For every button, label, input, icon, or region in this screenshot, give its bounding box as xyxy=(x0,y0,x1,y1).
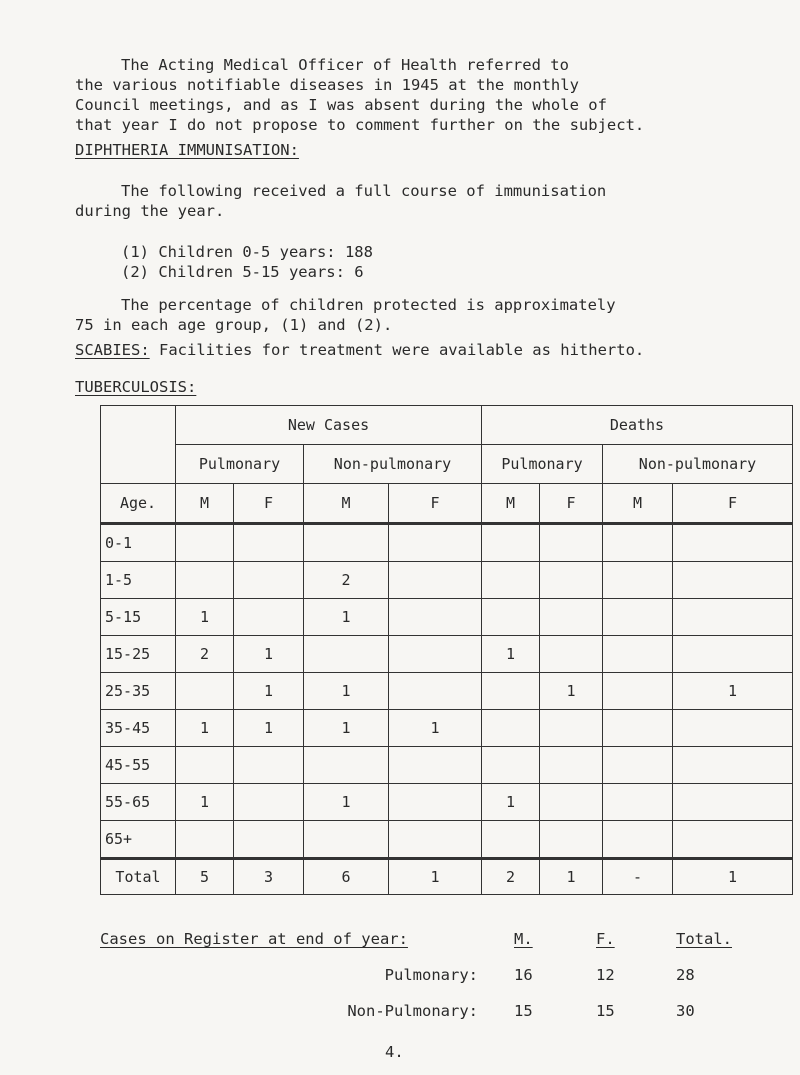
table-cell xyxy=(176,821,234,859)
intro-line: Council meetings, and as I was absent during the whole of xyxy=(75,96,607,114)
table-row xyxy=(101,747,793,784)
register-row-total: 30 xyxy=(676,1002,695,1020)
table-cell xyxy=(603,821,673,859)
register-section xyxy=(100,930,800,1038)
register-row-m: 15 xyxy=(514,1002,533,1020)
total-cell: 1 xyxy=(389,859,482,895)
table-cell xyxy=(176,524,234,562)
total-label: Total xyxy=(101,859,176,895)
table-cell xyxy=(304,747,389,784)
table-row xyxy=(101,524,793,562)
register-col-total: Total. xyxy=(676,930,732,948)
table-cell xyxy=(482,562,540,599)
sex-header: M xyxy=(482,484,540,524)
table-cell xyxy=(603,710,673,747)
table-cell: 1 xyxy=(482,784,540,821)
table-cell xyxy=(603,636,673,673)
table-cell: 1 xyxy=(673,673,793,710)
table-row xyxy=(101,710,793,747)
total-cell: 6 xyxy=(304,859,389,895)
sex-header: M xyxy=(304,484,389,524)
sub-header-row xyxy=(101,445,793,484)
age-cell: 45-55 xyxy=(101,747,176,784)
table-cell xyxy=(176,747,234,784)
table-cell xyxy=(234,747,304,784)
table-cell xyxy=(389,747,482,784)
age-cell: 65+ xyxy=(101,821,176,859)
total-cell: - xyxy=(603,859,673,895)
new-cases-header: New Cases xyxy=(176,406,482,445)
register-heading: Cases on Register at end of year: xyxy=(100,930,408,948)
scabies-heading: SCABIES: xyxy=(75,341,150,359)
table-cell xyxy=(389,784,482,821)
table-cell xyxy=(603,673,673,710)
age-cell: 0-1 xyxy=(101,524,176,562)
total-cell: 5 xyxy=(176,859,234,895)
table-cell: 1 xyxy=(176,710,234,747)
diphtheria-heading: DIPHTHERIA IMMUNISATION: xyxy=(75,141,299,159)
register-row-m: 16 xyxy=(514,966,533,984)
sub-header: Pulmonary xyxy=(482,445,603,484)
table-cell: 2 xyxy=(304,562,389,599)
sub-header: Non-pulmonary xyxy=(304,445,482,484)
total-cell: 3 xyxy=(234,859,304,895)
sex-header: M xyxy=(603,484,673,524)
percentage-line: 75 in each age group, (1) and (2). xyxy=(75,316,393,334)
register-row-total: 28 xyxy=(676,966,695,984)
tuberculosis-table xyxy=(100,405,793,895)
sub-header: Non-pulmonary xyxy=(603,445,793,484)
table-cell xyxy=(673,784,793,821)
sex-header: F xyxy=(234,484,304,524)
intro-paragraph xyxy=(75,55,775,135)
age-cell: 1-5 xyxy=(101,562,176,599)
table-cell xyxy=(234,821,304,859)
register-row-label: Non-Pulmonary: xyxy=(347,1002,478,1020)
table-cell: 1 xyxy=(234,673,304,710)
register-row-f: 15 xyxy=(596,1002,615,1020)
table-cell: 1 xyxy=(304,673,389,710)
table-cell xyxy=(540,636,603,673)
table-cell xyxy=(389,821,482,859)
immunisation-item: (1) Children 0-5 years: 188 xyxy=(121,243,373,261)
table-cell xyxy=(389,636,482,673)
table-cell xyxy=(603,784,673,821)
table-cell xyxy=(540,747,603,784)
intro-line: The Acting Medical Officer of Health referred to xyxy=(121,56,569,74)
scabies-paragraph xyxy=(75,340,644,360)
table-cell: 1 xyxy=(482,636,540,673)
table-cell xyxy=(482,747,540,784)
age-cell: 5-15 xyxy=(101,599,176,636)
age-cell: 25-35 xyxy=(101,673,176,710)
table-cell xyxy=(673,821,793,859)
table-cell xyxy=(389,562,482,599)
table-cell xyxy=(540,524,603,562)
percentage-paragraph xyxy=(75,295,795,335)
table-cell xyxy=(540,821,603,859)
table-cell xyxy=(603,524,673,562)
table-cell xyxy=(673,636,793,673)
table-cell: 2 xyxy=(176,636,234,673)
table-cell xyxy=(304,524,389,562)
age-cell: 55-65 xyxy=(101,784,176,821)
table-cell xyxy=(482,524,540,562)
table-cell xyxy=(234,524,304,562)
register-col-f: F. xyxy=(596,930,615,948)
total-cell: 2 xyxy=(482,859,540,895)
tuberculosis-table-body xyxy=(101,524,793,859)
table-cell: 1 xyxy=(176,784,234,821)
table-cell xyxy=(673,710,793,747)
table-cell xyxy=(304,821,389,859)
register-row-label: Pulmonary: xyxy=(384,966,478,984)
percentage-line: The percentage of children protected is approximately xyxy=(121,296,616,314)
register-row-f: 12 xyxy=(596,966,615,984)
table-cell: 1 xyxy=(304,710,389,747)
total-cell: 1 xyxy=(540,859,603,895)
diphtheria-paragraph xyxy=(75,181,795,221)
table-cell xyxy=(673,599,793,636)
table-cell: 1 xyxy=(540,673,603,710)
table-cell xyxy=(176,562,234,599)
register-row xyxy=(100,1002,800,1038)
table-row xyxy=(101,562,793,599)
intro-line: that year I do not propose to comment further on the subject. xyxy=(75,116,645,134)
immunisation-list xyxy=(121,242,373,282)
register-header-row xyxy=(100,930,800,966)
sub-header: Pulmonary xyxy=(176,445,304,484)
table-row xyxy=(101,784,793,821)
age-cell: 15-25 xyxy=(101,636,176,673)
scabies-text: Facilities for treatment were available as hitherto. xyxy=(159,341,645,359)
table-cell xyxy=(540,710,603,747)
table-cell xyxy=(304,636,389,673)
table-cell xyxy=(673,747,793,784)
sex-header-row xyxy=(101,484,793,524)
table-cell xyxy=(389,673,482,710)
table-cell xyxy=(234,599,304,636)
intro-line: the various notifiable diseases in 1945 at the monthly xyxy=(75,76,579,94)
table-cell xyxy=(603,747,673,784)
table-cell: 1 xyxy=(389,710,482,747)
table-row xyxy=(101,821,793,859)
group-header-row xyxy=(101,406,793,445)
diphtheria-line: The following received a full course of immunisation xyxy=(121,182,607,200)
table-cell xyxy=(603,562,673,599)
sex-header: M xyxy=(176,484,234,524)
total-cell: 1 xyxy=(673,859,793,895)
table-cell xyxy=(389,524,482,562)
table-cell xyxy=(176,673,234,710)
table-cell xyxy=(482,599,540,636)
table-cell: 1 xyxy=(234,710,304,747)
table-cell xyxy=(482,710,540,747)
table-cell xyxy=(673,562,793,599)
table-cell: 1 xyxy=(176,599,234,636)
immunisation-item: (2) Children 5-15 years: 6 xyxy=(121,263,364,281)
page-number: 4. xyxy=(385,1043,404,1061)
table-cell xyxy=(482,673,540,710)
table-cell: 1 xyxy=(304,599,389,636)
corner-cell xyxy=(101,406,176,484)
deaths-header: Deaths xyxy=(482,406,793,445)
table-cell xyxy=(482,821,540,859)
table-cell xyxy=(540,599,603,636)
table-cell xyxy=(603,599,673,636)
table-cell: 1 xyxy=(304,784,389,821)
tuberculosis-heading: TUBERCULOSIS: xyxy=(75,378,197,396)
register-col-m: M. xyxy=(514,930,533,948)
table-cell xyxy=(234,784,304,821)
sex-header: F xyxy=(389,484,482,524)
age-header: Age. xyxy=(101,484,176,524)
table-cell xyxy=(540,784,603,821)
table-cell xyxy=(389,599,482,636)
table-cell xyxy=(673,524,793,562)
table-cell: 1 xyxy=(234,636,304,673)
table-row xyxy=(101,673,793,710)
table-cell xyxy=(540,562,603,599)
total-row xyxy=(101,859,793,895)
sex-header: F xyxy=(540,484,603,524)
diphtheria-line: during the year. xyxy=(75,202,225,220)
register-row xyxy=(100,966,800,1002)
table-row xyxy=(101,599,793,636)
age-cell: 35-45 xyxy=(101,710,176,747)
table-cell xyxy=(234,562,304,599)
sex-header: F xyxy=(673,484,793,524)
table-row xyxy=(101,636,793,673)
